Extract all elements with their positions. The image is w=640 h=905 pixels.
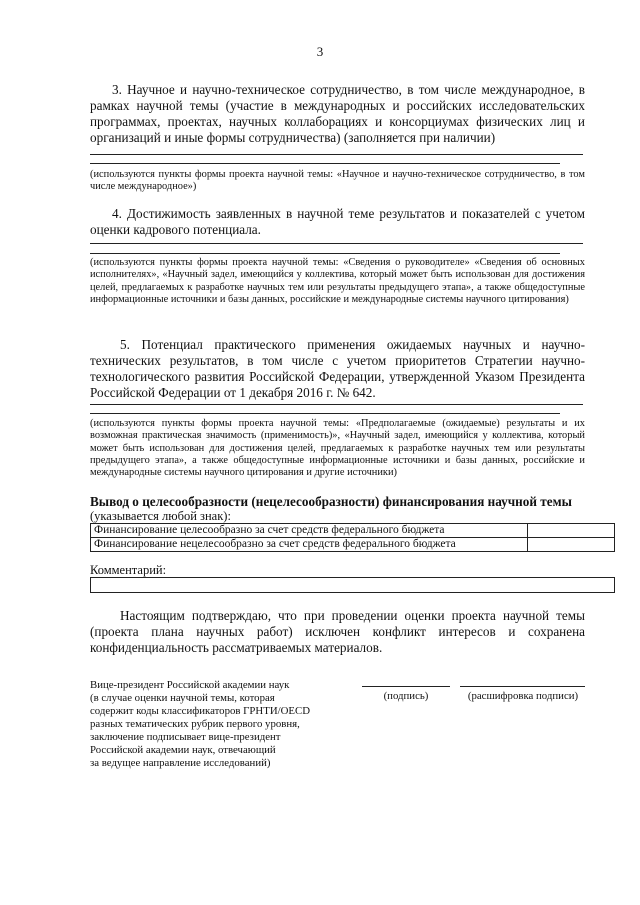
funding-option-label: Финансирование нецелесообразно за счет средств федерального бюджета bbox=[91, 538, 528, 552]
answer-line bbox=[90, 404, 583, 405]
section-5-note: (используются пункты формы проекта научной темы: «Предполагаемые (ожидаемые) результаты и их возможная практическая значимость (применимость)», «Научный задел, имеющийся у коллектива, который может быть использован для достижения целей, предлагаемых к разработке научных тем или результаты предыдущего этапа», а также общедоступные информационные источники и базы данных, российские и международные системы научного цитирования и другие источники) bbox=[90, 418, 585, 479]
page-number: 3 bbox=[316, 44, 324, 59]
section-3-note: (используются пункты формы проекта научной темы: «Научное и научно-техническое сотрудничество, в том числе международное») bbox=[90, 169, 585, 193]
answer-line bbox=[90, 243, 583, 244]
decode-line[interactable] bbox=[460, 686, 585, 687]
section-4-note: (используются пункты формы проекта научной темы: «Сведения о руководителе» «Сведения об основных исполнителях», «Научный задел, имеющийся у коллектива, который может быть использован для достижения целей, предлагаемых к разработке научных тем или результаты предыдущего этапа», а также общедоступные информационные источники и базы данных, российские и международные системы научного цитирования) bbox=[90, 257, 585, 305]
signature-label: (подпись) bbox=[383, 690, 429, 702]
section-5-text: 5. Потенциал практического применения ожидаемых научных и научно-технических результатов, в том числе с учетом приоритетов Стратегии научно-технологического развития Российской Федерации, утвержденной Указом Президента Российской Федерации от 1 декабря 2016 г. № 642. bbox=[90, 337, 585, 400]
table-row bbox=[91, 524, 615, 538]
funding-option-label: Финансирование целесообразно за счет средств федерального бюджета bbox=[91, 524, 528, 538]
section-3-text: 3. Научное и научно-техническое сотрудничество, в том числе международное, в рамках научной темы (участие в международных и российских исследовательских программах, проектах, научных коллаборациях и консорциумах физических лиц и организаций и иные формы сотрудничества) (заполняется при наличии) bbox=[90, 82, 585, 145]
funding-mark-cell[interactable] bbox=[528, 524, 615, 538]
answer-line bbox=[90, 163, 560, 164]
conclusion-subtitle: (указывается любой знак): bbox=[90, 509, 231, 523]
answer-line bbox=[90, 413, 560, 414]
answer-line bbox=[90, 253, 560, 254]
confirmation-text: Настоящим подтверждаю, что при проведении оценки проекта научной темы (проекта плана научных работ) исключен конфликт интересов и сохранена конфиденциальность рассматриваемых материалов. bbox=[90, 608, 585, 655]
answer-line bbox=[90, 154, 583, 155]
section-4-text: 4. Достижимость заявленных в научной теме результатов и показателей с учетом оценки кадрового потенциала. bbox=[90, 206, 585, 237]
conclusion-title: Вывод о целесообразности (нецелесообразности) финансирования научной темы bbox=[90, 494, 572, 509]
decode-label: (расшифровка подписи) bbox=[467, 690, 579, 702]
funding-options-table bbox=[90, 523, 615, 552]
funding-mark-cell[interactable] bbox=[528, 538, 615, 552]
table-row bbox=[91, 538, 615, 552]
signatory-role: Вице-президент Российской академии наук (в случае оценки научной темы, которая содержит коды классификаторов ГРНТИ/OECD разных тематических рубрик первого уровня, заключение подписывает вице-президент Российской академии наук, отвечающий за ведущее направление исследований) bbox=[90, 679, 311, 769]
signature-line[interactable] bbox=[362, 686, 450, 687]
comment-field[interactable] bbox=[90, 577, 615, 593]
comment-label: Комментарий: bbox=[90, 563, 167, 577]
